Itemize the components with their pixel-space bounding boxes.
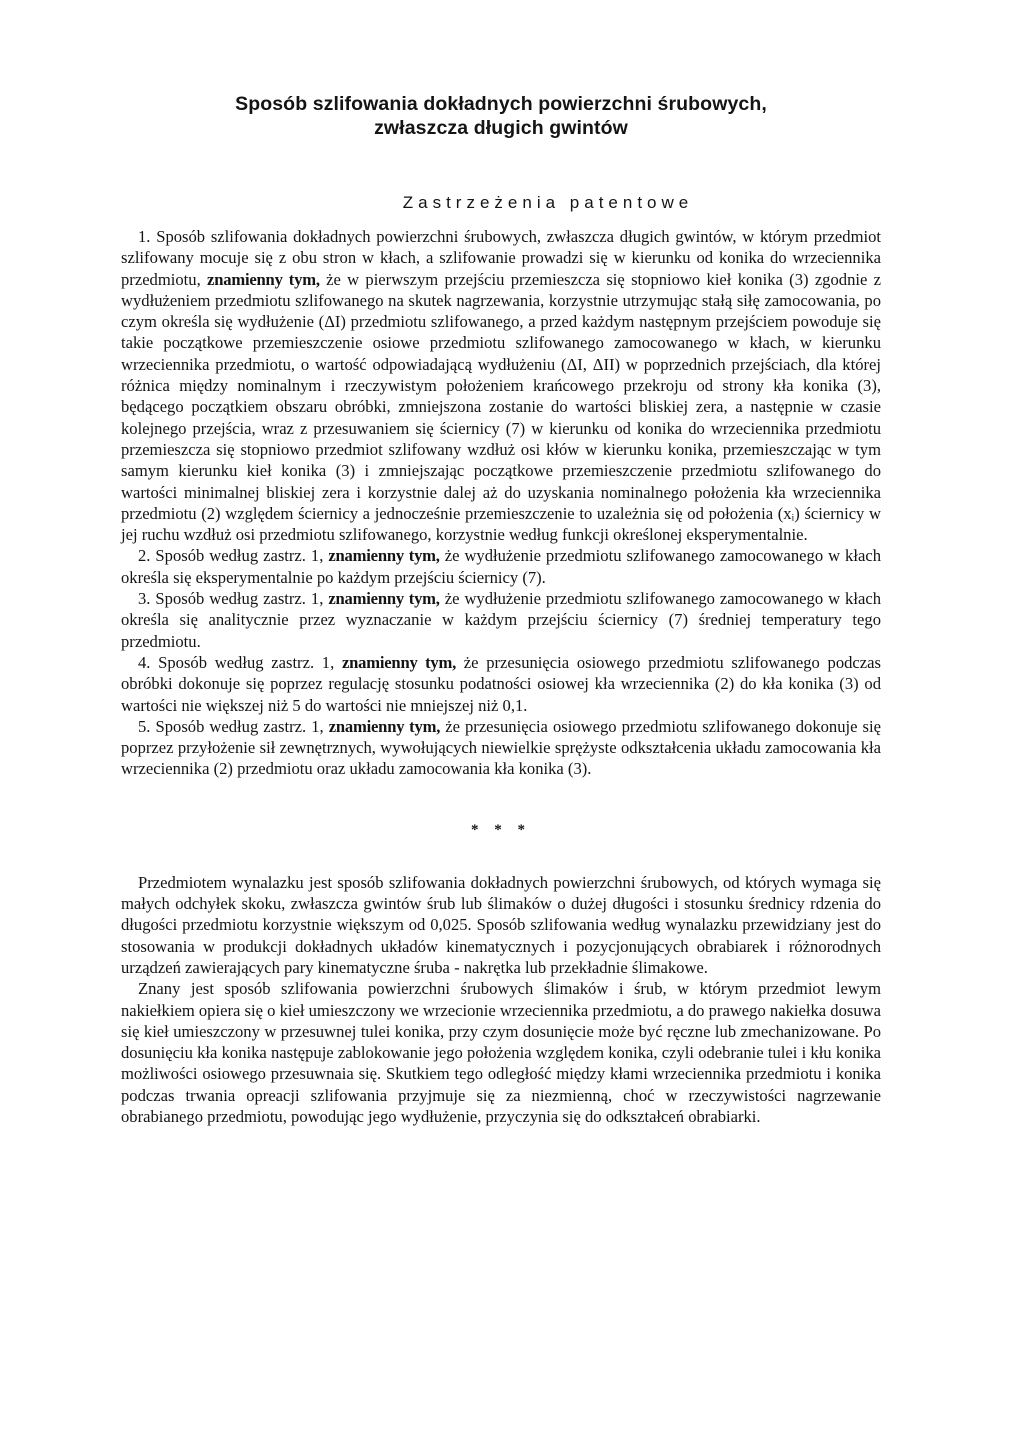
claim-text: że w pierwszym przejściu przemieszcza się stopniowo kieł konika (3) zgodnie z wydłużeniem przedmiotu szlifowanego na skutek nagrzewania, korzystnie utrzymując stałą siłę zamocowania, po czym określa się wydłużenie (ΔI) przedmiotu szlifowanego, a przed każdym następnym przejściem powoduje się takie początkowe przemieszczenie osiowe przedmiotu szlifowanego zamocowanego w kłach, w kierunku wrzeciennika przedmiotu, o wartość odpowiadającą wydłużeniu (ΔI, ΔII) w poprzednich przejściach, dla której różnica między nominalnym i rzeczywistym położeniem krańcowego przekroju od strony kła konika (3), będącego początkiem obszaru obróbki, zmniejszona zostanie do wartości bliskiej zera, a następnie w czasie kolejnego przejścia, wraz z przesuwaniem się ściernicy (7) w kierunku od konika do wrzeciennika przedmiotu przemieszcza się stopniowo przedmiot szlifowany wzdłuż osi kłów w kierunku konika, przemieszczając w tym samym kierunku kieł konika (3) i zmniejszając początkowe przemieszczenie przedmiotu szlifowanego do wartości minimalnej bliskiej zera i korzystnie dalej aż do uzyskania nominalnego położenia kła wrzeciennika przedmiotu (2) względem ściernicy a jednocześnie przemieszczenie to uzależnia się od położenia (xᵢ) ściernicy w jej ruchu wzdłuż osi przedmiotu szlifowanego, korzystnie według funkcji określonej eksperymentalnie. — [121, 269, 882, 545]
claim-keyword: znamienny tym, — [328, 546, 440, 566]
claim-text: 5. Sposób według zastrz. 1, — [138, 716, 329, 736]
document-title — [121, 92, 881, 140]
claim-text: 2. Sposób według zastrz. 1, — [138, 546, 329, 566]
claim-text: że przesunięcia osiowego przedmiotu szlifowanego podczas obróbki dokonuje się poprzez regulację stosunku podatności osiowej kła wrzeciennika (2) do kła konika (3) od wartości nie większej niż 5 do wartości nie mniejszej niż 0,1. — [121, 652, 881, 715]
claim-keyword: znamienny tym, — [328, 589, 440, 609]
claim-text: 3. Sposób według zastrz. 1, — [138, 589, 329, 609]
claim-keyword: znamienny tym, — [328, 716, 441, 736]
claims-heading: Zastrzeżenia patentowe — [402, 193, 694, 212]
claim-keyword: znamienny tym, — [207, 269, 320, 289]
claim-5 — [121, 716, 881, 780]
description-paragraph: Znany jest sposób szlifowania powierzchni śrubowych ślimaków i śrub, w którym przedmiot lewym nakiełkiem opiera się o kieł umieszczony we wrzecionie wrzeciennika przedmiotu, a do prawego nakiełka dosuwa się kieł umieszczony w przesuwnej tulei konika, przy czym dosunięcie może być ręczne lub zmechanizowane. Po dosunięciu kła konika następuje zablokowanie jego położenia względem konika, czyli odebranie tulei i kłu konika możliwości osiowego przesuwnaia się. Skutkiem tego odległość między kłami wrzeciennika przedmiotu i konika podczas trwania opreacji szlifowania przyjmuje się za niezmienną, choć w rzeczywistości nagrzewanie obrabianego przedmiotu, powodując jego wydłużenie, przyczynia się do odkształceń obrabiarki. — [121, 979, 881, 1126]
title-line-2: zwłaszcza długich gwintów — [374, 117, 628, 139]
claims-list — [121, 226, 881, 780]
claim-text: że wydłużenie przedmiotu szlifowanego zamocowanego w kłach określa się analitycznie przez wyznaczanie w każdym przejściu ściernicy (7) średniej temperatury tego przedmiotu. — [121, 589, 881, 651]
claim-text: że przesunięcia osiowego przedmiotu szlifowanego dokonuje się poprzez przyłożenie sił zewnętrznych, wywołujących niewielkie sprężyste odkształcenia układu zamocowania kła wrzeciennika (2) przedmiotu oraz układu zamocowania kła konika (3). — [121, 716, 881, 779]
claim-2 — [121, 545, 881, 588]
description-body — [121, 872, 881, 1128]
description-paragraph: Przedmiotem wynalazku jest sposób szlifowania dokładnych powierzchni śrubowych, od których wymaga się małych odchyłek skoku, zwłaszcza gwintów śrub lub ślimaków o dużej długości i stosunku średnicy rdzenia do długości przedmiotu korzystnie większym od 0,025. Sposób szlifowania według wynalazku przewidziany jest do stosowania w produkcji dokładnych układów kinematycznych i pozycjonujących obrabiarek i różnorodnych urządzeń zawierających pary kinematyczne śruba - nakrętka lub przekładnie ślimakowe. — [121, 872, 881, 977]
document-page — [121, 92, 881, 1127]
section-separator: * * * — [471, 821, 531, 838]
claim-keyword: znamienny tym, — [341, 652, 457, 672]
claim-text: 4. Sposób według zastrz. 1, — [138, 652, 342, 672]
title-line-1: Sposób szlifowania dokładnych powierzchni śrubowych, — [235, 93, 767, 115]
claim-text: że wydłużenie przedmiotu szlifowanego zamocowanego w kłach określa się eksperymentalnie po każdym przejściu ściernicy (7). — [121, 546, 881, 587]
claim-4 — [121, 652, 881, 716]
claim-3 — [121, 588, 881, 652]
claim-text: 1. Sposób szlifowania dokładnych powierzchni śrubowych, zwłaszcza długich gwintów, w którym przedmiot szlifowany mocuje się z obu stron w kłach, a szlifowanie prowadzi się w kierunku od konika do wrzeciennika przedmiotu, — [121, 227, 881, 289]
claim-1 — [121, 226, 881, 545]
